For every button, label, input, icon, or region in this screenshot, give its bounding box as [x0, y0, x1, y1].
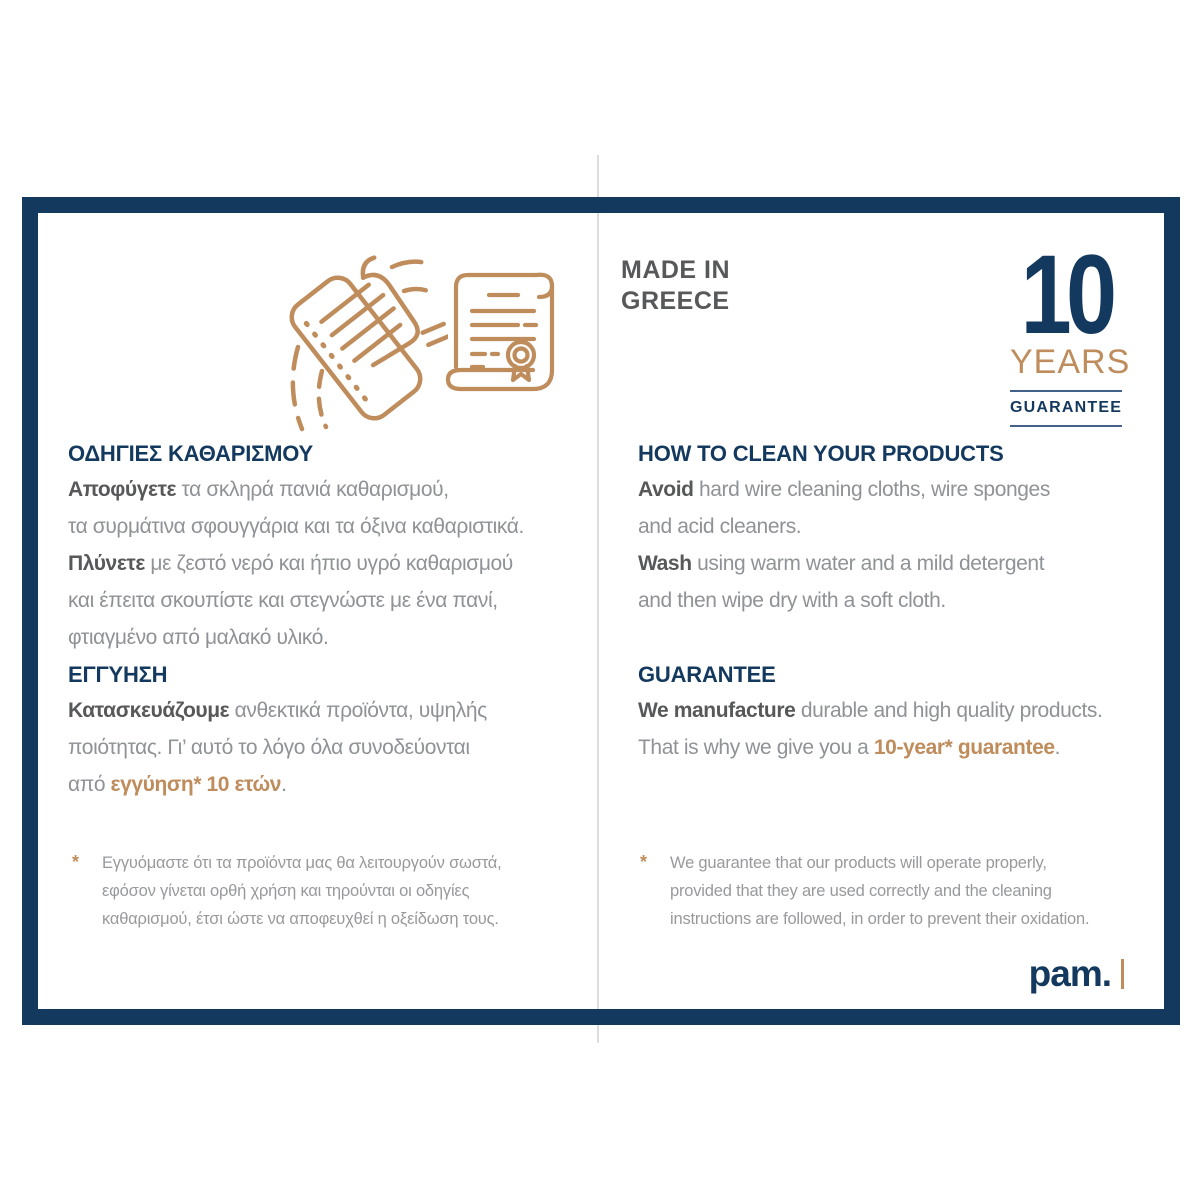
english-footnote — [640, 849, 1089, 933]
highlighted-guarantee-text: 10-year* guarantee — [873, 736, 1055, 759]
bold-word: Κατασκευάζουμε — [68, 699, 230, 722]
badge-rule-bottom — [1010, 425, 1122, 427]
text-line: Πλύνετε με ζεστό νερό και ήπιο υγρό καθαρισμού — [68, 552, 513, 575]
badge-number: 10 — [1020, 232, 1112, 357]
text-line: από εγγύηση* 10 ετών. — [68, 773, 287, 796]
text-line: and acid cleaners. — [638, 515, 802, 538]
text-line: και έπειτα σκουπίστε και στεγνώστε με ένα πανί, — [68, 589, 498, 612]
made-in-line2: GREECE — [621, 287, 730, 315]
fold-line-top — [597, 155, 599, 197]
care-instructions-card — [22, 197, 1180, 1025]
brand-cursor-bar — [1121, 959, 1124, 989]
greek-footnote — [72, 849, 502, 933]
text-line: That is why we give you a 10-year* guarantee. — [638, 736, 1061, 759]
text-line: Κατασκευάζουμε ανθεκτικά προϊόντα, υψηλής — [68, 699, 487, 722]
bold-word: Αποφύγετε — [68, 478, 177, 501]
hand-wiping-cloth-icon — [276, 249, 448, 439]
english-guarantee-paragraph — [638, 692, 1102, 766]
greek-clean-paragraph — [68, 471, 524, 656]
greek-guarantee-heading: ΕΓΓΥΗΣΗ — [68, 662, 168, 687]
made-in-greece-label — [621, 255, 730, 317]
brand-logo — [1029, 953, 1124, 995]
text-line: φτιαγμένο από μαλακό υλικό. — [68, 626, 329, 649]
ten-years-guarantee-badge — [1010, 232, 1131, 427]
badge-guarantee: GUARANTEE — [1010, 399, 1123, 416]
made-in-line1: MADE IN — [621, 256, 731, 284]
bold-word: We manufacture — [638, 699, 796, 722]
badge-rule-top — [1010, 390, 1122, 392]
english-clean-paragraph — [638, 471, 1050, 619]
text-line: Avoid hard wire cleaning cloths, wire sponges — [638, 478, 1050, 501]
footnote-text: Εγγυόμαστε ότι τα προϊόντα μας θα λειτουργούν σωστά, εφόσον γίνεται ορθή χρήση και τηρούνται οι οδηγίες καθαρισμού, έτσι ώστε να αποφευχθεί η οξείδωση τους. — [102, 854, 502, 928]
certificate-icon — [432, 255, 567, 413]
text-line: Wash using warm water and a mild detergent — [638, 552, 1045, 575]
bold-word: Πλύνετε — [68, 552, 145, 575]
text-line: and then wipe dry with a soft cloth. — [638, 589, 946, 612]
english-guarantee-heading: GUARANTEE — [638, 662, 776, 687]
bold-word: Avoid — [638, 478, 694, 501]
asterisk-mark: * — [640, 852, 647, 872]
fold-line-center — [597, 213, 599, 1009]
text-line: We manufacture durable and high quality products. — [638, 699, 1103, 722]
badge-years: YEARS — [1010, 343, 1131, 381]
bold-word: Wash — [638, 552, 692, 575]
greek-clean-heading: ΟΔΗΓΙΕΣ ΚΑΘΑΡΙΣΜΟΥ — [68, 441, 314, 466]
fold-line-bottom — [597, 1025, 599, 1043]
greek-guarantee-paragraph — [68, 692, 487, 803]
text-line: ποιότητας. Γι’ αυτό το λόγο όλα συνοδεύονται — [68, 736, 470, 759]
highlighted-guarantee-text: εγγύηση* 10 ετών — [110, 773, 282, 796]
asterisk-mark: * — [72, 852, 79, 872]
footnote-text: We guarantee that our products will operate properly, provided that they are used correctly and the cleaning instructions are followed, in order to prevent their oxidation. — [670, 854, 1090, 928]
text-line: Αποφύγετε τα σκληρά πανιά καθαρισμού, — [68, 478, 449, 501]
english-clean-heading: HOW TO CLEAN YOUR PRODUCTS — [638, 441, 1004, 466]
brand-name: pam. — [1028, 953, 1111, 994]
text-line: τα συρμάτινα σφουγγάρια και τα όξινα καθαριστικά. — [68, 515, 524, 538]
